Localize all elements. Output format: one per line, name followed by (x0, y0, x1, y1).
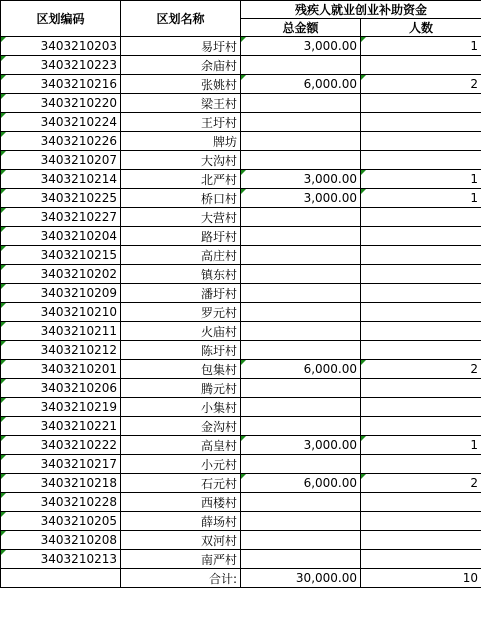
table-row (1, 132, 481, 151)
count-cell[interactable] (361, 550, 481, 569)
code-cell[interactable]: 3403210228 (1, 493, 121, 512)
table-row (1, 398, 481, 417)
name-cell[interactable]: 南严村 (121, 550, 241, 569)
count-cell[interactable]: 1 (361, 37, 481, 56)
table-row (1, 360, 481, 379)
table-row (1, 246, 481, 265)
code-cell[interactable]: 3403210225 (1, 189, 121, 208)
code-cell[interactable]: 3403210211 (1, 322, 121, 341)
total-empty-cell[interactable] (1, 569, 121, 588)
amount-cell[interactable] (241, 341, 361, 360)
count-cell[interactable] (361, 94, 481, 113)
amount-cell[interactable] (241, 512, 361, 531)
code-cell[interactable]: 3403210201 (1, 360, 121, 379)
name-cell[interactable]: 大营村 (121, 208, 241, 227)
name-cell[interactable]: 金沟村 (121, 417, 241, 436)
count-cell[interactable]: 1 (361, 170, 481, 189)
header-amount: 总金额 (241, 19, 361, 37)
table-row (1, 417, 481, 436)
table-row (1, 474, 481, 493)
amount-cell[interactable] (241, 56, 361, 75)
code-cell[interactable]: 3403210218 (1, 474, 121, 493)
name-cell[interactable]: 罗元村 (121, 303, 241, 322)
amount-cell[interactable] (241, 151, 361, 170)
code-cell[interactable]: 3403210215 (1, 246, 121, 265)
table-row (1, 151, 481, 170)
table-row (1, 436, 481, 455)
name-cell[interactable]: 薛场村 (121, 512, 241, 531)
code-cell[interactable]: 3403210205 (1, 512, 121, 531)
amount-cell[interactable] (241, 303, 361, 322)
header-code: 区划编码 (1, 1, 121, 37)
code-cell[interactable]: 3403210217 (1, 455, 121, 474)
count-cell[interactable]: 1 (361, 189, 481, 208)
code-cell[interactable]: 3403210214 (1, 170, 121, 189)
name-cell[interactable]: 包集村 (121, 360, 241, 379)
count-cell[interactable]: 2 (361, 474, 481, 493)
table-row (1, 493, 481, 512)
amount-cell[interactable] (241, 398, 361, 417)
count-cell[interactable] (361, 455, 481, 474)
total-count[interactable]: 10 (361, 569, 481, 588)
count-cell[interactable] (361, 493, 481, 512)
count-cell[interactable] (361, 265, 481, 284)
table-row (1, 284, 481, 303)
table-row (1, 227, 481, 246)
count-cell[interactable] (361, 284, 481, 303)
count-cell[interactable] (361, 341, 481, 360)
count-cell[interactable] (361, 512, 481, 531)
count-cell[interactable] (361, 246, 481, 265)
name-cell[interactable]: 潘圩村 (121, 284, 241, 303)
name-cell[interactable]: 小元村 (121, 455, 241, 474)
count-cell[interactable] (361, 113, 481, 132)
name-cell[interactable]: 高庄村 (121, 246, 241, 265)
count-cell[interactable] (361, 132, 481, 151)
code-cell[interactable]: 3403210208 (1, 531, 121, 550)
code-cell[interactable]: 3403210223 (1, 56, 121, 75)
table-row (1, 455, 481, 474)
code-cell[interactable]: 3403210221 (1, 417, 121, 436)
name-cell[interactable]: 火庙村 (121, 322, 241, 341)
amount-cell[interactable]: 3,000.00 (241, 37, 361, 56)
table-row (1, 170, 481, 189)
code-cell[interactable]: 3403210204 (1, 227, 121, 246)
name-cell[interactable]: 大沟村 (121, 151, 241, 170)
table-row (1, 208, 481, 227)
name-cell[interactable]: 双河村 (121, 531, 241, 550)
table-row (1, 56, 481, 75)
header-count: 人数 (361, 19, 481, 37)
amount-cell[interactable] (241, 246, 361, 265)
name-cell[interactable]: 镇东村 (121, 265, 241, 284)
code-cell[interactable]: 3403210203 (1, 37, 121, 56)
total-row (1, 569, 481, 588)
code-cell[interactable]: 3403210220 (1, 94, 121, 113)
code-cell[interactable]: 3403210224 (1, 113, 121, 132)
amount-cell[interactable]: 6,000.00 (241, 75, 361, 94)
total-label[interactable]: 合计: (121, 569, 241, 588)
code-cell[interactable]: 3403210202 (1, 265, 121, 284)
amount-cell[interactable]: 6,000.00 (241, 474, 361, 493)
name-cell[interactable]: 牌坊 (121, 132, 241, 151)
amount-cell[interactable] (241, 265, 361, 284)
name-cell[interactable]: 陈圩村 (121, 341, 241, 360)
table-row (1, 322, 481, 341)
count-cell[interactable]: 1 (361, 436, 481, 455)
header-name: 区划名称 (121, 1, 241, 37)
count-cell[interactable] (361, 417, 481, 436)
code-cell[interactable]: 3403210216 (1, 75, 121, 94)
amount-cell[interactable] (241, 531, 361, 550)
name-cell[interactable]: 北严村 (121, 170, 241, 189)
count-cell[interactable]: 2 (361, 75, 481, 94)
total-amount[interactable]: 30,000.00 (241, 569, 361, 588)
header-group: 残疾人就业创业补助资金 (241, 1, 481, 19)
code-cell[interactable]: 3403210206 (1, 379, 121, 398)
amount-cell[interactable] (241, 208, 361, 227)
count-cell[interactable] (361, 531, 481, 550)
name-cell[interactable]: 梁王村 (121, 94, 241, 113)
table-row (1, 341, 481, 360)
code-cell[interactable]: 3403210207 (1, 151, 121, 170)
amount-cell[interactable] (241, 113, 361, 132)
name-cell[interactable]: 张姚村 (121, 75, 241, 94)
table-row (1, 550, 481, 569)
count-cell[interactable] (361, 379, 481, 398)
amount-cell[interactable]: 3,000.00 (241, 170, 361, 189)
table-row (1, 37, 481, 56)
table-row (1, 94, 481, 113)
code-cell[interactable]: 3403210226 (1, 132, 121, 151)
name-cell[interactable]: 桥口村 (121, 189, 241, 208)
table-row (1, 75, 481, 94)
count-cell[interactable]: 2 (361, 360, 481, 379)
count-cell[interactable] (361, 322, 481, 341)
name-cell[interactable]: 石元村 (121, 474, 241, 493)
table-row (1, 113, 481, 132)
table-row (1, 512, 481, 531)
amount-cell[interactable]: 3,000.00 (241, 436, 361, 455)
count-cell[interactable] (361, 56, 481, 75)
table-row (1, 189, 481, 208)
code-cell[interactable]: 3403210222 (1, 436, 121, 455)
name-cell[interactable]: 余庙村 (121, 56, 241, 75)
amount-cell[interactable]: 3,000.00 (241, 189, 361, 208)
amount-cell[interactable] (241, 284, 361, 303)
name-cell[interactable]: 王圩村 (121, 113, 241, 132)
name-cell[interactable]: 西楼村 (121, 493, 241, 512)
amount-cell[interactable] (241, 417, 361, 436)
amount-cell[interactable] (241, 550, 361, 569)
table-row (1, 379, 481, 398)
count-cell[interactable] (361, 398, 481, 417)
name-cell[interactable]: 路圩村 (121, 227, 241, 246)
code-cell[interactable]: 3403210210 (1, 303, 121, 322)
table-row (1, 265, 481, 284)
code-cell[interactable]: 3403210227 (1, 208, 121, 227)
code-cell[interactable]: 3403210212 (1, 341, 121, 360)
name-cell[interactable]: 小集村 (121, 398, 241, 417)
count-cell[interactable] (361, 227, 481, 246)
count-cell[interactable] (361, 151, 481, 170)
amount-cell[interactable]: 6,000.00 (241, 360, 361, 379)
table-row (1, 531, 481, 550)
table-row (1, 303, 481, 322)
amount-cell[interactable] (241, 227, 361, 246)
code-cell[interactable]: 3403210209 (1, 284, 121, 303)
name-cell[interactable]: 腾元村 (121, 379, 241, 398)
name-cell[interactable]: 高皇村 (121, 436, 241, 455)
amount-cell[interactable] (241, 94, 361, 113)
amount-cell[interactable] (241, 322, 361, 341)
name-cell[interactable]: 易圩村 (121, 37, 241, 56)
header-row-1 (1, 1, 481, 19)
amount-cell[interactable] (241, 132, 361, 151)
count-cell[interactable] (361, 208, 481, 227)
code-cell[interactable]: 3403210213 (1, 550, 121, 569)
code-cell[interactable]: 3403210219 (1, 398, 121, 417)
amount-cell[interactable] (241, 379, 361, 398)
amount-cell[interactable] (241, 493, 361, 512)
count-cell[interactable] (361, 303, 481, 322)
amount-cell[interactable] (241, 455, 361, 474)
